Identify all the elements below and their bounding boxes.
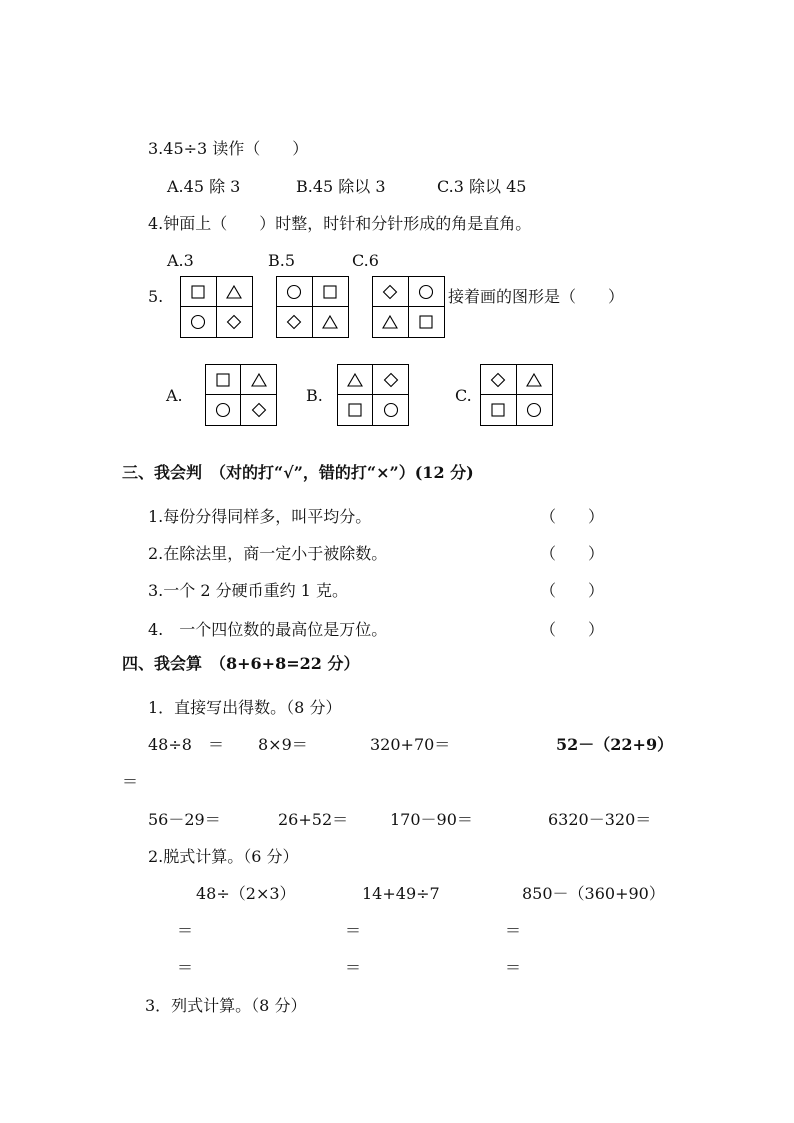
part2-expr-3: 850－（360+90） — [522, 884, 665, 903]
shape-cell — [373, 395, 408, 425]
shape-cell — [181, 307, 217, 337]
q3-option-a: A.45 除 3 — [167, 177, 241, 196]
calc-row1-wrap: ＝ — [122, 772, 139, 791]
triangle-icon — [526, 372, 542, 388]
circle-icon — [526, 402, 542, 418]
square-icon — [322, 284, 338, 300]
part2-eq-2a: ＝ — [345, 921, 362, 940]
section4-heading: 四、我会算 （8+6+8=22 分） — [122, 654, 360, 673]
shape-cell — [277, 307, 313, 337]
shape-cell — [217, 277, 253, 307]
q5-number: 5. — [148, 287, 164, 306]
shape-cell — [517, 395, 553, 425]
diamond-icon — [286, 314, 302, 330]
section3-item-1-blank: （ ） — [540, 507, 605, 526]
shape-cell — [409, 307, 445, 337]
q5-sequence-grid-2 — [276, 276, 349, 338]
q5-option-a-grid — [205, 364, 277, 426]
q5-option-b-label: B. — [306, 386, 323, 405]
part2-title: 2.脱式计算。（6 分） — [148, 847, 299, 866]
section3-item-2: 2.在除法里，商一定小于被除数。 — [148, 544, 388, 563]
shape-cell — [313, 277, 349, 307]
shape-cell — [481, 365, 517, 395]
circle-icon — [418, 284, 434, 300]
circle-icon — [190, 314, 206, 330]
circle-icon — [215, 402, 231, 418]
shape-cell — [481, 395, 517, 425]
part1-title: 1．直接写出得数。（8 分） — [148, 698, 342, 717]
section3-item-2-blank: （ ） — [540, 544, 605, 563]
shape-cell — [241, 395, 276, 425]
calc-row2-1: 56－29＝ — [148, 810, 221, 829]
q4-option-b: B.5 — [268, 251, 296, 270]
shape-cell — [241, 365, 276, 395]
shape-cell — [373, 277, 409, 307]
calc-row1-3: 320+70＝ — [370, 735, 451, 754]
diamond-icon — [226, 314, 242, 330]
triangle-icon — [251, 372, 267, 388]
shape-cell — [206, 395, 241, 425]
triangle-icon — [382, 314, 398, 330]
square-icon — [418, 314, 434, 330]
q5-stem: 接着画的图形是（ ） — [448, 287, 625, 306]
triangle-icon — [322, 314, 338, 330]
part2-expr-1: 48÷（2×3） — [196, 884, 296, 903]
q5-sequence-grid-3 — [372, 276, 445, 338]
circle-icon — [383, 402, 399, 418]
shape-cell — [409, 277, 445, 307]
shape-cell — [181, 277, 217, 307]
calc-row1-2: 8×9＝ — [258, 735, 308, 754]
q4-option-a: A.3 — [167, 251, 194, 270]
part3-title: 3．列式计算。（8 分） — [145, 996, 307, 1015]
diamond-icon — [382, 284, 398, 300]
q5-option-b-grid — [337, 364, 409, 426]
q3-option-b: B.45 除以 3 — [296, 177, 386, 196]
part2-eq-2b: ＝ — [345, 958, 362, 977]
calc-row1-4: 52－（22+9） — [556, 735, 674, 754]
section3-heading: 三、我会判 （对的打“√”，错的打“×”）(12 分) — [122, 463, 474, 482]
shape-cell — [277, 277, 313, 307]
shape-cell — [206, 365, 241, 395]
shape-cell — [373, 365, 408, 395]
diamond-icon — [383, 372, 399, 388]
part2-eq-1b: ＝ — [177, 958, 194, 977]
calc-row2-2: 26+52＝ — [278, 810, 349, 829]
shape-cell — [313, 307, 349, 337]
q3-option-c: C.3 除以 45 — [437, 177, 527, 196]
section3-item-1: 1.每份分得同样多，叫平均分。 — [148, 507, 372, 526]
shape-cell — [517, 365, 553, 395]
section3-item-3: 3.一个 2 分硬币重约 1 克。 — [148, 581, 348, 600]
diamond-icon — [490, 372, 506, 388]
calc-row1-1: 48÷8 ＝ — [148, 735, 224, 754]
shape-cell — [338, 365, 373, 395]
part2-eq-3b: ＝ — [505, 958, 522, 977]
square-icon — [190, 284, 206, 300]
calc-row2-3: 170－90＝ — [390, 810, 473, 829]
q5-option-a-label: A. — [166, 386, 183, 405]
q3-stem: 3.45÷3 读作（ ） — [148, 139, 309, 158]
section3-item-3-blank: （ ） — [540, 581, 605, 600]
calc-row2-4: 6320－320＝ — [548, 810, 652, 829]
section3-item-4: 4. 一个四位数的最高位是万位。 — [148, 620, 388, 639]
shape-cell — [373, 307, 409, 337]
q5-option-c-grid — [480, 364, 553, 426]
q4-option-c: C.6 — [352, 251, 379, 270]
q5-sequence-grid-1 — [180, 276, 253, 338]
q4-stem: 4.钟面上（ ）时整，时针和分针形成的角是直角。 — [148, 214, 532, 233]
circle-icon — [286, 284, 302, 300]
part2-eq-1a: ＝ — [177, 921, 194, 940]
shape-cell — [217, 307, 253, 337]
diamond-icon — [251, 402, 267, 418]
triangle-icon — [226, 284, 242, 300]
square-icon — [347, 402, 363, 418]
section3-item-4-blank: （ ） — [540, 620, 605, 639]
q5-option-c-label: C. — [455, 386, 472, 405]
shape-cell — [338, 395, 373, 425]
part2-expr-2: 14+49÷7 — [362, 884, 440, 903]
triangle-icon — [347, 372, 363, 388]
part2-eq-3a: ＝ — [505, 921, 522, 940]
square-icon — [490, 402, 506, 418]
square-icon — [215, 372, 231, 388]
